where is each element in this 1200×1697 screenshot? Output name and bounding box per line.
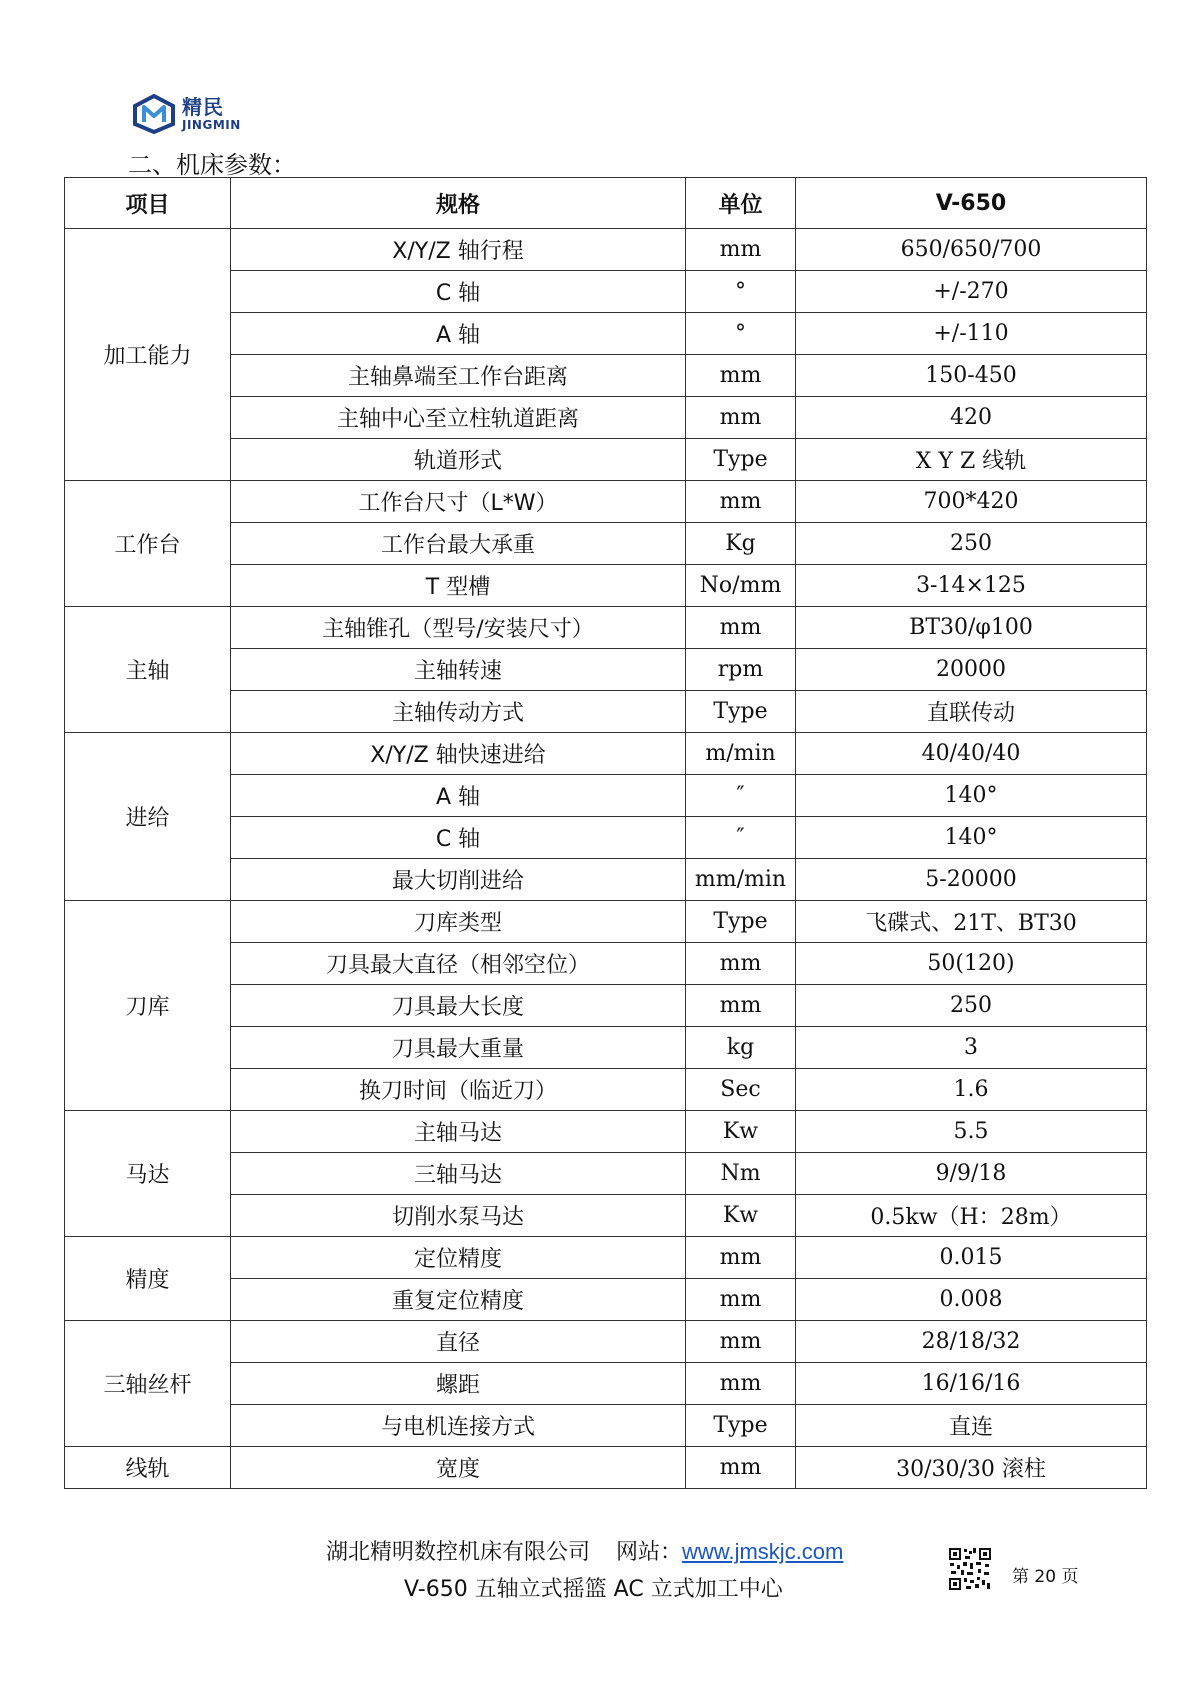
unit-cell: mm	[686, 1279, 796, 1321]
spec-cell: 工作台最大承重	[231, 523, 686, 565]
spec-cell: 螺距	[231, 1363, 686, 1405]
spec-cell: 重复定位精度	[231, 1279, 686, 1321]
category-cell: 刀库	[65, 901, 231, 1111]
value-cell: 9/9/18	[796, 1153, 1147, 1195]
table-row	[65, 733, 1147, 775]
value-cell: 28/18/32	[796, 1321, 1147, 1363]
footer-company-name: 湖北精明数控机床有限公司	[326, 1540, 591, 1565]
value-cell: 3	[796, 1027, 1147, 1069]
spec-cell: T 型槽	[231, 565, 686, 607]
category-cell: 工作台	[65, 481, 231, 607]
unit-cell: Kw	[686, 1195, 796, 1237]
unit-cell: mm	[686, 397, 796, 439]
footer-company-line	[326, 1535, 843, 1566]
unit-cell: ″	[686, 775, 796, 817]
unit-cell: m/min	[686, 733, 796, 775]
unit-cell: °	[686, 313, 796, 355]
value-cell: 3-14×125	[796, 565, 1147, 607]
unit-cell: ″	[686, 817, 796, 859]
table-row	[65, 901, 1147, 943]
value-cell: 650/650/700	[796, 229, 1147, 271]
category-cell: 主轴	[65, 607, 231, 733]
value-cell: 0.015	[796, 1237, 1147, 1279]
jingmin-logo-icon	[132, 94, 176, 134]
value-cell: 40/40/40	[796, 733, 1147, 775]
value-cell: 0.008	[796, 1279, 1147, 1321]
value-cell: 16/16/16	[796, 1363, 1147, 1405]
unit-cell: Kw	[686, 1111, 796, 1153]
value-cell: BT30/φ100	[796, 607, 1147, 649]
unit-cell: rpm	[686, 649, 796, 691]
value-cell: 1.6	[796, 1069, 1147, 1111]
value-cell: 20000	[796, 649, 1147, 691]
unit-cell: Nm	[686, 1153, 796, 1195]
spec-cell: 主轴转速	[231, 649, 686, 691]
logo-chinese-name: 精民	[182, 95, 224, 119]
unit-cell: Type	[686, 439, 796, 481]
spec-cell: A 轴	[231, 775, 686, 817]
table-row	[65, 607, 1147, 649]
unit-cell: Type	[686, 1405, 796, 1447]
value-cell: 直连	[796, 1405, 1147, 1447]
unit-cell: kg	[686, 1027, 796, 1069]
unit-cell: mm	[686, 1321, 796, 1363]
table-row	[65, 1237, 1147, 1279]
table-row	[65, 481, 1147, 523]
spec-cell: 宽度	[231, 1447, 686, 1489]
category-cell: 马达	[65, 1111, 231, 1237]
value-cell: 5.5	[796, 1111, 1147, 1153]
spec-cell: 主轴鼻端至工作台距离	[231, 355, 686, 397]
value-cell: 50(120)	[796, 943, 1147, 985]
spec-cell: X/Y/Z 轴快速进给	[231, 733, 686, 775]
spec-cell: 最大切削进给	[231, 859, 686, 901]
value-cell: 140°	[796, 817, 1147, 859]
spec-cell: 刀具最大重量	[231, 1027, 686, 1069]
unit-cell: mm	[686, 481, 796, 523]
unit-cell: Type	[686, 901, 796, 943]
company-logo	[132, 92, 241, 136]
unit-cell: mm	[686, 1363, 796, 1405]
unit-cell: Kg	[686, 523, 796, 565]
table-row	[65, 1447, 1147, 1489]
header-item: 项目	[65, 178, 231, 229]
header-spec: 规格	[231, 178, 686, 229]
table-row	[65, 1111, 1147, 1153]
page-number: 第 20 页	[1012, 1567, 1079, 1587]
value-cell: 30/30/30 滚柱	[796, 1447, 1147, 1489]
category-cell: 进给	[65, 733, 231, 901]
unit-cell: mm	[686, 985, 796, 1027]
spec-cell: A 轴	[231, 313, 686, 355]
category-cell: 精度	[65, 1237, 231, 1321]
spec-cell: C 轴	[231, 271, 686, 313]
value-cell: +/-110	[796, 313, 1147, 355]
spec-cell: 三轴马达	[231, 1153, 686, 1195]
table-header-row	[65, 178, 1147, 229]
spec-cell: 切削水泵马达	[231, 1195, 686, 1237]
spec-cell: 刀具最大直径（相邻空位）	[231, 943, 686, 985]
spec-cell: 刀具最大长度	[231, 985, 686, 1027]
unit-cell: mm	[686, 943, 796, 985]
spec-cell: X/Y/Z 轴行程	[231, 229, 686, 271]
value-cell: 700*420	[796, 481, 1147, 523]
spec-cell: 主轴马达	[231, 1111, 686, 1153]
spec-cell: 刀库类型	[231, 901, 686, 943]
category-cell: 线轨	[65, 1447, 231, 1489]
unit-cell: mm	[686, 355, 796, 397]
unit-cell: mm/min	[686, 859, 796, 901]
value-cell: +/-270	[796, 271, 1147, 313]
logo-english-name: JINGMIN	[182, 118, 241, 132]
machine-parameters-table	[64, 177, 1147, 1489]
value-cell: 150-450	[796, 355, 1147, 397]
spec-cell: 主轴中心至立柱轨道距离	[231, 397, 686, 439]
spec-cell: 定位精度	[231, 1237, 686, 1279]
header-unit: 单位	[686, 178, 796, 229]
value-cell: 250	[796, 523, 1147, 565]
unit-cell: mm	[686, 607, 796, 649]
spec-cell: C 轴	[231, 817, 686, 859]
unit-cell: No/mm	[686, 565, 796, 607]
unit-cell: °	[686, 271, 796, 313]
spec-cell: 直径	[231, 1321, 686, 1363]
value-cell: 420	[796, 397, 1147, 439]
unit-cell: mm	[686, 229, 796, 271]
spec-cell: 轨道形式	[231, 439, 686, 481]
unit-cell: Type	[686, 691, 796, 733]
unit-cell: Sec	[686, 1069, 796, 1111]
value-cell: 140°	[796, 775, 1147, 817]
unit-cell: mm	[686, 1447, 796, 1489]
value-cell: 飞碟式、21T、BT30	[796, 901, 1147, 943]
table-row	[65, 229, 1147, 271]
header-model: V-650	[796, 178, 1147, 229]
footer-product-line: V-650 五轴立式摇篮 AC 立式加工中心	[404, 1577, 783, 1602]
spec-cell: 主轴锥孔（型号/安装尺寸）	[231, 607, 686, 649]
spec-cell: 换刀时间（临近刀）	[231, 1069, 686, 1111]
value-cell: 250	[796, 985, 1147, 1027]
footer-site-label: 网站：	[616, 1540, 683, 1565]
value-cell: 直联传动	[796, 691, 1147, 733]
unit-cell: mm	[686, 1237, 796, 1279]
table-body	[65, 229, 1147, 1489]
category-cell: 加工能力	[65, 229, 231, 481]
spec-cell: 与电机连接方式	[231, 1405, 686, 1447]
spec-cell: 工作台尺寸（L*W）	[231, 481, 686, 523]
section-title: 二、机床参数：	[128, 151, 296, 179]
table-row	[65, 1321, 1147, 1363]
value-cell: 5-20000	[796, 859, 1147, 901]
footer-website-link[interactable]: www.jmskjc.com	[682, 1539, 844, 1564]
qr-code-icon	[948, 1547, 992, 1591]
category-cell: 三轴丝杆	[65, 1321, 231, 1447]
spec-cell: 主轴传动方式	[231, 691, 686, 733]
value-cell: 0.5kw（H：28m）	[796, 1195, 1147, 1237]
value-cell: X Y Z 线轨	[796, 439, 1147, 481]
